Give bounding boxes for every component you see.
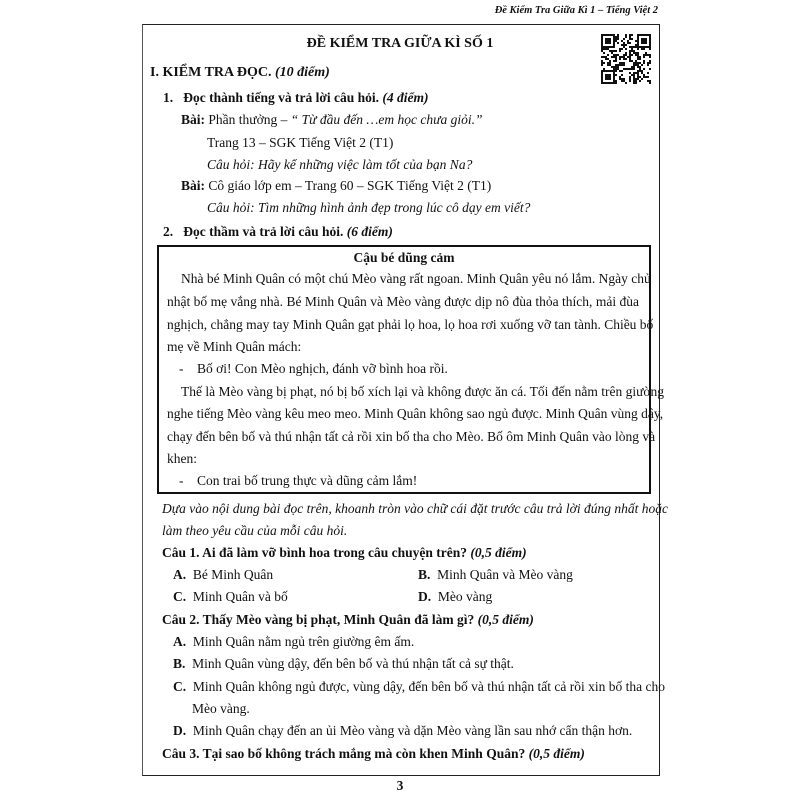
qr-module [633,80,635,82]
qr-module [633,72,635,74]
qr-module [621,62,623,64]
qr-module [613,78,615,80]
qr-module [625,54,627,56]
qr-module [601,82,603,84]
qr-module [647,62,649,64]
qr-module [643,74,645,76]
qr-module [615,56,617,58]
qr-module [619,76,621,78]
qr-module [649,82,651,84]
story-line: nghịch, chẳng may tay Minh Quân gạt phải lọ hoa, lọ hoa rơi xuống vỡ tan tành. Chiều bố [167,317,654,332]
page-number: 3 [396,778,404,793]
qr-module [647,64,649,66]
qr-module [613,56,615,58]
qr-module [635,82,637,84]
qr-module [615,64,617,66]
story-line: nhật bố mẹ vắng nhà. Bé Minh Quân và Mèo vàng được dịp nô đùa thỏa thích, mải đùa [167,294,639,309]
qr-module [633,74,635,76]
qr-module [637,72,639,74]
qr-module [617,64,619,66]
qr-module [623,64,625,66]
qr-module [643,60,645,62]
qr-module [649,62,651,64]
qr-module [607,58,609,60]
qr-module [633,68,635,70]
qr-module [637,54,639,56]
story-line: nghe tiếng Mèo vàng kêu meo meo. Minh Quân không sao ngủ được. Minh Quân vùng dậy, [167,406,664,421]
qr-module [605,56,607,58]
qr-module [645,54,647,56]
qr-module [637,66,639,68]
qr-module [647,76,649,78]
story-line: Nhà bé Minh Quân có một chú Mèo vàng rất ngoan. Minh Quân yêu nó lắm. Ngày chủ [181,271,651,286]
qr-module [629,60,631,62]
qr-module [649,68,651,70]
qr-module [611,70,613,72]
qr-module [601,64,603,66]
qr-module [611,82,613,84]
qr-module [607,82,609,84]
qr-module [637,78,639,80]
qr-module [645,76,647,78]
story-dialogue: - Con trai bố trung thực và dũng cảm lắm! [179,473,418,488]
qr-module [613,60,615,62]
qr-module [635,54,637,56]
qr-module [619,56,621,58]
bai1-question: Câu hỏi: Hãy kể những việc làm tốt của bạn Na? [207,157,473,172]
qr-module [613,70,615,72]
qr-module [603,62,605,64]
qr-module [641,64,643,66]
qr-module [607,74,609,76]
qr-module [607,70,609,72]
qr-module [613,66,615,68]
qr-module [633,66,635,68]
qr-module [627,56,629,58]
qr-module [635,78,637,80]
qr-module [641,72,643,74]
qr-module [609,60,611,62]
qr-module [623,62,625,64]
question-2: Câu 2. Thấy Mèo vàng bị phạt, Minh Quân đã làm gì? (0,5 điểm) [162,612,534,627]
qr-module [625,68,627,70]
qr-module [649,80,651,82]
qr-module [601,70,603,72]
qr-module [609,74,611,76]
qr-module [619,62,621,64]
q2-option-c[interactable]: C. Minh Quân không ngủ được, vùng dậy, đến bên bố và thú nhận tất cả rồi xin bố tha cho [173,679,665,694]
story-line: Thế là Mèo vàng bị phạt, nó bị bố xích lại và không được ăn cá. Tối đến nằm trên giường [181,384,665,399]
page-header: Đề Kiểm Tra Giữa Kì 1 – Tiếng Việt 2 [494,5,658,16]
qr-module [615,70,617,72]
qr-module [619,64,621,66]
qr-module [643,54,645,56]
qr-module [637,64,639,66]
qr-module [601,56,603,58]
qr-module [609,62,611,64]
qr-module [605,82,607,84]
question-1: Câu 1. Ai đã làm vỡ bình hoa trong câu chuyện trên? (0,5 điểm) [162,545,527,560]
qr-module [603,70,605,72]
qr-module [605,70,607,72]
qr-module [623,58,625,60]
story-line: chạy đến bên bố và thú nhận tất cả rồi xin bố tha cho Mèo. Bố ôm Minh Quân vào lòng và [167,429,656,444]
qr-module [607,62,609,64]
story-line: mẹ về Minh Quân mách: [167,339,302,354]
qr-module [639,62,641,64]
qr-module [637,74,639,76]
qr-module [637,76,639,78]
qr-module [647,80,649,82]
story-title: Cậu bé dũng cảm [353,250,455,265]
qr-module [635,62,637,64]
qr-module [613,80,615,82]
qr-module [649,56,651,58]
qr-module [601,80,603,82]
q2-option-a[interactable]: A. Minh Quân nằm ngủ trên giường êm ấm. [173,634,415,649]
qr-module [641,78,643,80]
qr-module [639,80,641,82]
qr-module [615,66,617,68]
qr-module [615,80,617,82]
qr-module [613,76,615,78]
qr-module [639,70,641,72]
qr-module [629,56,631,58]
part2-heading: 2. Đọc thầm và trả lời câu hỏi. (6 điểm) [163,224,393,239]
qr-module [631,60,633,62]
qr-module [607,78,609,80]
qr-module [631,74,633,76]
qr-module [625,82,627,84]
q1-option-b[interactable]: B. Minh Quân và Mèo vàng [418,567,573,582]
qr-module [647,72,649,74]
q2-option-c-cont: Mèo vàng. [192,701,250,716]
qr-module [633,62,635,64]
qr-module [639,76,641,78]
qr-module [613,82,615,84]
qr-module [629,80,631,82]
qr-module [621,78,623,80]
qr-module [613,72,615,74]
qr-module [615,58,617,60]
qr-module [623,54,625,56]
qr-module [633,76,635,78]
qr-module [637,62,639,64]
qr-module [605,76,607,78]
q1-option-c[interactable]: C. Minh Quân và bố [173,589,288,604]
qr-module [643,68,645,70]
qr-module [607,54,609,56]
qr-module [603,68,605,70]
qr-module [623,78,625,80]
qr-module [609,78,611,80]
qr-module [643,62,645,64]
qr-module [643,76,645,78]
qr-module [631,66,633,68]
story-box [157,245,665,494]
qr-module [615,54,617,56]
section-heading: I. KIỂM TRA ĐỌC. (10 điểm) [150,65,330,80]
page-title: ĐỀ KIỂM TRA GIỮA KÌ SỐ 1 [306,36,494,51]
qr-module [635,80,637,82]
bai2-line: Bài: Cô giáo lớp em – Trang 60 – SGK Tiếng Việt 2 (T1) [181,178,492,193]
qr-module [605,58,607,60]
qr-module [615,60,617,62]
qr-module [615,82,617,84]
qr-module [613,54,615,56]
qr-module [601,72,603,74]
qr-module [611,56,613,58]
q1-option-a[interactable]: A. Bé Minh Quân [173,567,274,582]
qr-module [623,56,625,58]
qr-module [603,56,605,58]
qr-module [609,70,611,72]
qr-module [635,72,637,74]
qr-module [629,76,631,78]
bai1-page: Trang 13 – SGK Tiếng Việt 2 (T1) [207,135,394,150]
qr-module [621,56,623,58]
qr-module [619,78,621,80]
qr-module [625,58,627,60]
qr-module [643,56,645,58]
qr-module [609,64,611,66]
qr-module [649,54,651,56]
qr-module [601,76,603,78]
qr-module [603,82,605,84]
q2-option-d[interactable]: D. Minh Quân chạy đến an ủi Mèo vàng và dặn Mèo vàng lần sau nhớ cẩn thận hơn. [173,723,633,738]
qr-module [629,68,631,70]
qr-module [639,68,641,70]
qr-module [609,82,611,84]
qr-module [629,54,631,56]
story-line: khen: [167,451,197,466]
qr-module [601,62,603,64]
qr-module [635,60,637,62]
qr-module [609,76,611,78]
qr-module [629,72,631,74]
qr-module [637,56,639,58]
q2-option-b[interactable]: B. Minh Quân vùng dậy, đến bên bố và thú nhận tất cả sự thật. [173,656,514,671]
qr-module [631,54,633,56]
qr-module [637,58,639,60]
qr-module [617,68,619,70]
qr-module [633,78,635,80]
qr-module [641,70,643,72]
part1-heading: 1. Đọc thành tiếng và trả lời câu hỏi. (4 điểm) [163,90,429,105]
qr-module [621,70,623,72]
instruction-line: Dựa vào nội dung bài đọc trên, khoanh tròn vào chữ cái đặt trước câu trả lời đúng nhất hoặc [162,501,668,516]
qr-module [621,74,623,76]
instruction-line: làm theo yêu cầu của mỗi câu hỏi. [162,523,348,538]
qr-module [631,68,633,70]
qr-module [605,78,607,80]
qr-module [649,60,651,62]
qr-module [605,74,607,76]
qr-module [607,64,609,66]
qr-module [607,76,609,78]
qr-module [601,78,603,80]
qr-module [617,66,619,68]
qr-module [601,74,603,76]
qr-module [633,82,635,84]
qr-module [621,80,623,82]
qr-module [623,68,625,70]
qr-module [621,64,623,66]
qr-module [615,68,617,70]
qr-module [601,60,603,62]
qr-module [629,58,631,60]
story-dialogue: - Bố ơi! Con Mèo nghịch, đánh vỡ bình hoa rồi. [179,361,448,376]
qr-module [617,54,619,56]
qr-module [629,78,631,80]
qr-module [639,58,641,60]
qr-module [623,80,625,82]
qr-module [619,58,621,60]
qr-module [647,54,649,56]
bai2-question: Câu hỏi: Tìm những hình ảnh đẹp trong lúc cô dạy em viết? [207,200,531,215]
qr-module [627,68,629,70]
qr-module [613,74,615,76]
qr-module [639,56,641,58]
qr-module [619,70,621,72]
qr-module [633,64,635,66]
qr-module [613,68,615,70]
qr-module [615,74,617,76]
qr-module [637,70,639,72]
question-3: Câu 3. Tại sao bố không trách mắng mà còn khen Minh Quân? (0,5 điểm) [162,746,585,761]
qr-module [639,66,641,68]
bai1-line: Bài: Phần thưởng – “ Từ đầu đến …em học chưa giỏi.” [181,112,483,127]
qr-module [635,64,637,66]
q1-option-d[interactable]: D. Mèo vàng [418,589,493,604]
qr-module [611,66,613,68]
